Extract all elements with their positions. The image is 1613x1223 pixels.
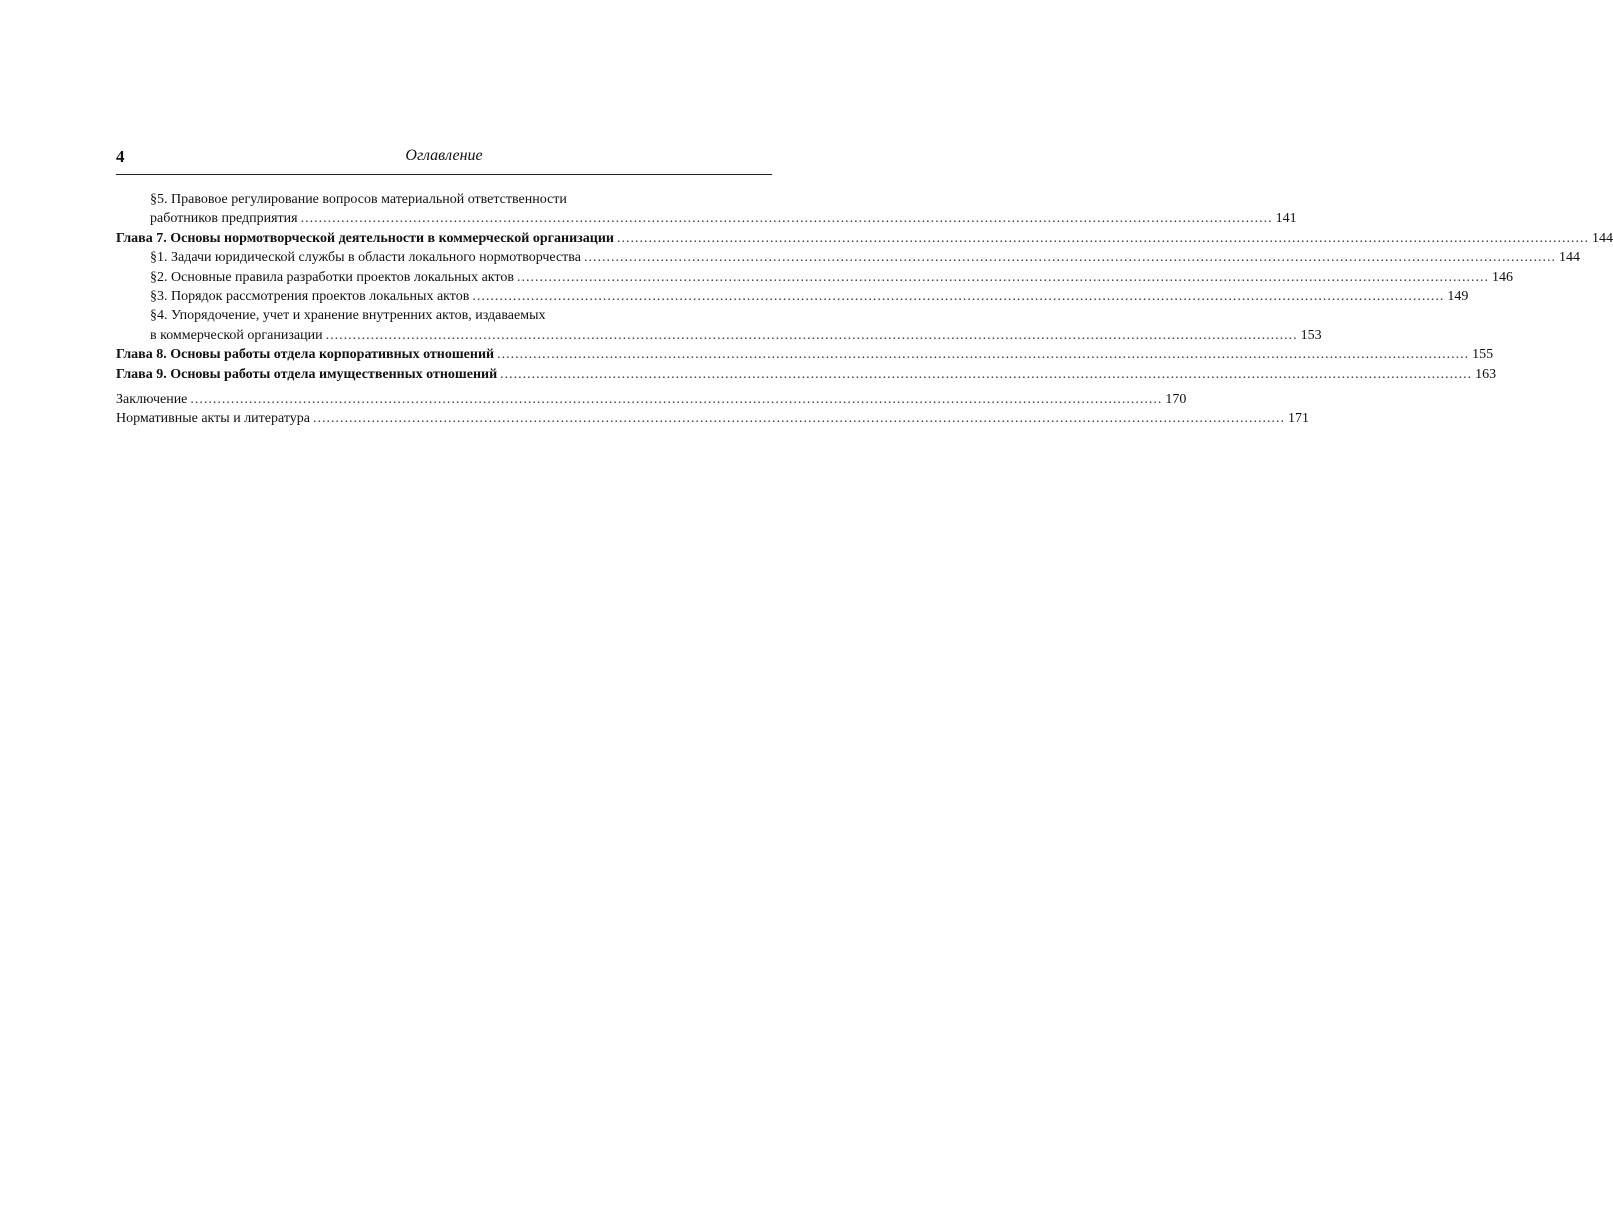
toc-entry-ch7-s4 [116, 326, 1322, 345]
dot-leader [617, 229, 1589, 248]
dot-leader [584, 248, 1556, 267]
toc-entry-ch7-s4-line1: §4. Упорядочение, учет и хранение внутренних актов, издаваемых [150, 308, 546, 324]
toc-page-number: 170 [1165, 392, 1187, 408]
toc-page-number: 171 [1288, 411, 1310, 427]
toc-page-number: 141 [1275, 211, 1297, 227]
toc-entry-chapter-8 [116, 345, 1494, 364]
toc-entry-references [116, 409, 1310, 428]
toc-entry-text: §3. Порядок рассмотрения проектов локальных актов [150, 289, 470, 305]
toc-entry-text: Глава 9. Основы работы отдела имущественных отношений [116, 366, 498, 382]
toc-entry-ch7-s3 [116, 287, 1469, 306]
toc-entry-ch7-s1 [116, 248, 1580, 267]
running-title: Оглавление [405, 147, 483, 164]
toc-page-number: 144 [1591, 230, 1613, 246]
toc-entry-text: §1. Задачи юридической службы в области локального нормотворчества [150, 250, 581, 266]
dot-leader [500, 365, 1472, 384]
dot-leader [517, 268, 1489, 287]
toc-page-number: 163 [1475, 366, 1497, 382]
dot-leader [190, 390, 1162, 409]
toc-entry-s5-line1: §5. Правовое регулирование вопросов материальной ответственности [150, 192, 567, 207]
toc-entry-text: Нормативные акты и литература [116, 411, 311, 427]
toc-entry-s5 [116, 209, 1297, 228]
toc-page-number: 153 [1300, 327, 1322, 343]
page-number: 4 [116, 147, 125, 166]
header-rule [116, 174, 772, 175]
dot-leader [301, 209, 1273, 228]
toc-page-number: 146 [1491, 269, 1513, 285]
toc-entry-text: Глава 8. Основы работы отдела корпоративных отношений [116, 347, 495, 363]
dot-leader [497, 345, 1469, 364]
toc-entry-text: Заключение [116, 392, 188, 408]
toc-entry-text: §2. Основные правила разработки проектов локальных актов [150, 269, 514, 285]
dot-leader [313, 409, 1285, 428]
dot-leader [472, 287, 1444, 306]
toc-page-number: 149 [1447, 289, 1469, 305]
toc-entry-chapter-7 [116, 229, 1613, 248]
toc-entry-conclusion [116, 390, 1187, 409]
dot-leader [326, 326, 1298, 345]
toc-page-number: 155 [1472, 347, 1494, 363]
page-header [116, 145, 772, 177]
toc-entry-text: Глава 7. Основы нормотворческой деятельности в коммерческой организации [116, 230, 614, 246]
table-of-contents [116, 190, 1613, 429]
toc-entry-ch7-s2 [116, 268, 1513, 287]
toc-entry-chapter-9 [116, 365, 1497, 384]
toc-entry-text: работников предприятия [150, 211, 298, 227]
toc-page-number: 144 [1558, 250, 1580, 266]
toc-entry-text: в коммерческой организации [150, 327, 323, 343]
